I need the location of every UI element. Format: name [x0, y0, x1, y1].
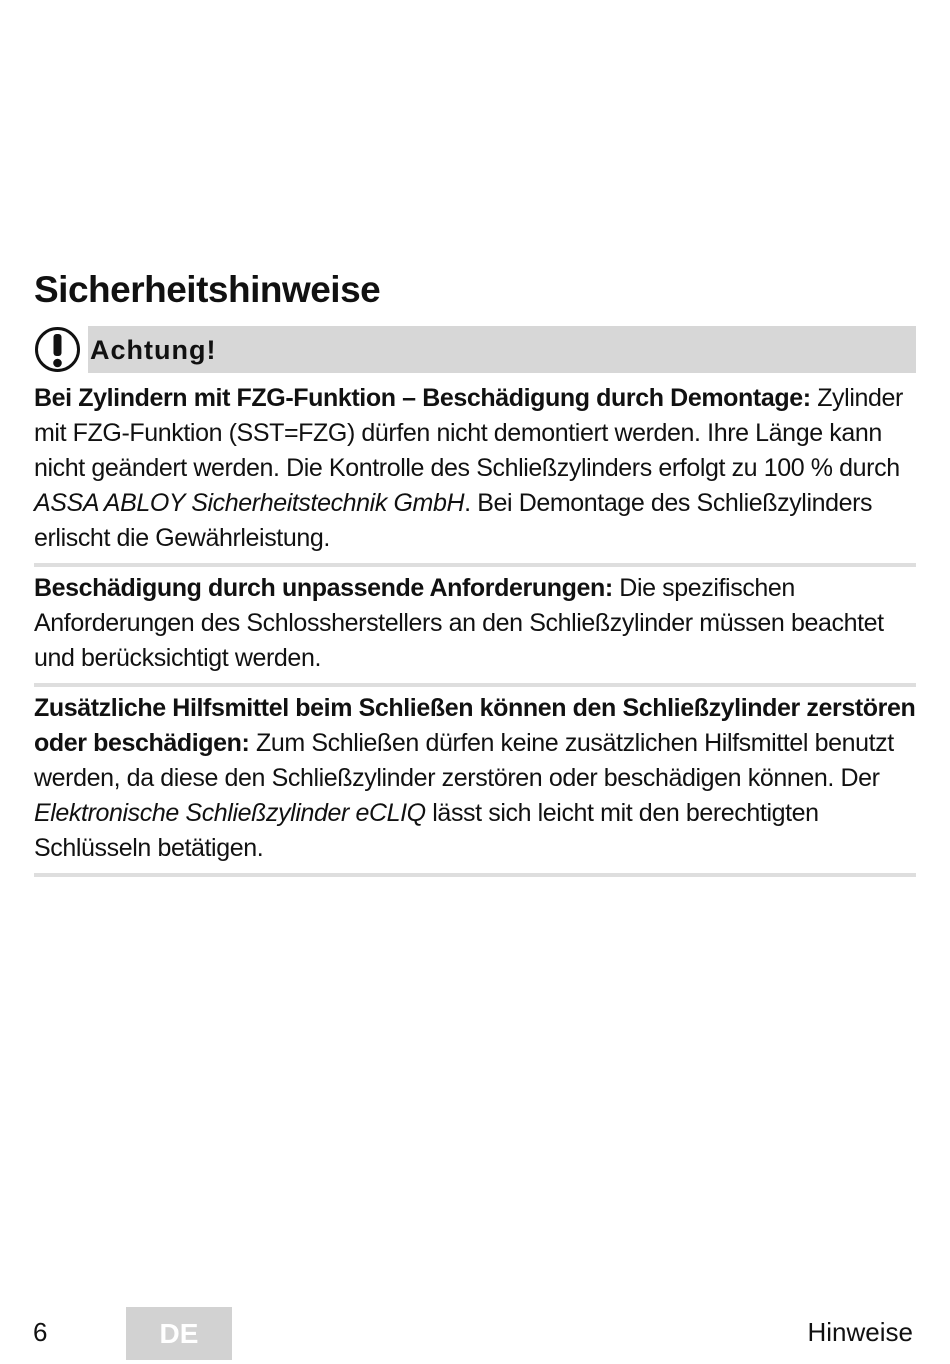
divider — [34, 873, 916, 877]
section-text: lässt sich leicht mit den berechtigten Schlüsseln betätigen. — [34, 799, 819, 862]
warning-section-disassembly — [34, 381, 916, 556]
manufacturer-name: ASSA ABLOY Sicherheitstechnik GmbH — [34, 489, 465, 517]
divider — [34, 563, 916, 567]
section-heading: Bei Zylindern mit FZG-Funktion – Beschädigung durch Demontage: — [34, 384, 811, 412]
page-number: 6 — [33, 1317, 48, 1347]
section-heading: Zusätzliche Hilfsmittel beim Schließen können den Schließzylinder zerstören oder beschädigen: — [34, 694, 916, 757]
page-title: Sicherheitshinweise — [34, 269, 381, 310]
warning-bar — [34, 326, 916, 373]
section-text: Die spezifischen Anforderungen des Schlossherstellers an den Schließzylinder müssen beachtet und berücksichtigt werden. — [34, 574, 884, 672]
warning-section-requirements — [34, 571, 916, 676]
footer-section-name: Hinweise — [807, 1317, 913, 1347]
language-tab: DE — [126, 1307, 232, 1360]
section-text: . Bei Demontage des Schließzylinders erlischt die Gewährleistung. — [34, 489, 873, 552]
section-text: Zum Schließen dürfen keine zusätzlichen Hilfsmittel benutzt werden, da diese den Schließzylinder zerstören oder beschädigen können. Der — [34, 729, 894, 792]
warning-label: Achtung! — [90, 335, 217, 365]
section-text: Zylinder mit FZG-Funktion (SST=FZG) dürfen nicht demontiert werden. Ihre Länge kann nicht geändert werden. Die Kontrolle des Schließzylinders erfolgt zu 100 % durch — [34, 384, 903, 482]
divider — [34, 683, 916, 687]
section-heading: Beschädigung durch unpassende Anforderungen: — [34, 574, 613, 602]
warning-section-tools — [34, 691, 916, 866]
exclamation-circle-icon — [34, 326, 81, 373]
product-name: Elektronische Schließzylinder eCLIQ — [34, 799, 426, 827]
